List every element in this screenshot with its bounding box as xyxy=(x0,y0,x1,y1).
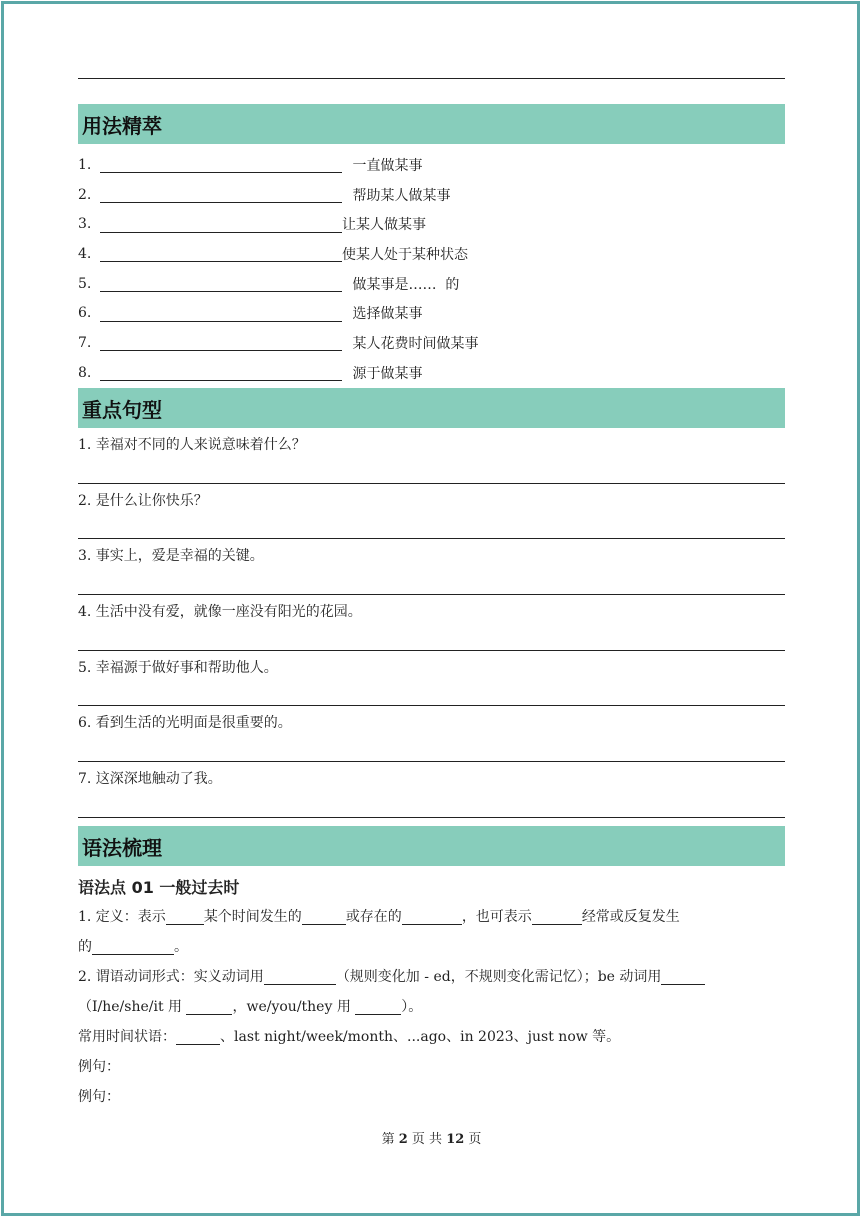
usage-meaning: 一直做某事 xyxy=(348,157,423,174)
grammar-point-title: 语法点 01 一般过去时 xyxy=(78,878,240,897)
usage-number: 2. xyxy=(78,186,92,203)
usage-meaning: 源于做某事 xyxy=(348,365,423,382)
definition-text: 或存在的 xyxy=(345,909,402,925)
adverbial-text: 、last night/week/month、...ago、in 2023、just now 等。 xyxy=(220,1029,621,1045)
sentence-item xyxy=(78,762,785,818)
form-text: ，we/you/they 用 xyxy=(232,999,351,1015)
sentence-list xyxy=(78,428,785,818)
footer-text: 页 共 xyxy=(411,1132,443,1147)
usage-meaning: 使某人处于某种状态 xyxy=(342,246,468,263)
definition-text: 某个时间发生的 xyxy=(203,909,302,925)
grammar-content xyxy=(78,874,785,1112)
form-text: 2. 谓语动词形式：实义动词用 xyxy=(78,969,264,985)
usage-item xyxy=(78,150,785,180)
usage-number: 7. xyxy=(78,334,92,351)
form-text: （规则变化加 - ed，不规则变化需记忆）；be 动词用 xyxy=(335,969,662,985)
answer-blank[interactable] xyxy=(100,245,342,262)
usage-number: 3. xyxy=(78,216,92,233)
answer-blank[interactable] xyxy=(100,334,342,351)
sentence-item xyxy=(78,539,785,595)
usage-number: 1. xyxy=(78,156,92,173)
answer-blank[interactable] xyxy=(355,996,401,1015)
sentence-prompt: 4. 生活中没有爱，就像一座没有阳光的花园。 xyxy=(78,604,362,621)
verb-form-line xyxy=(78,962,785,992)
answer-blank[interactable] xyxy=(264,966,336,985)
current-page-number: 2 xyxy=(398,1132,408,1147)
answer-blank[interactable] xyxy=(661,966,705,985)
usage-item xyxy=(78,239,785,269)
sentence-item xyxy=(78,595,785,651)
section-sentences-title: 重点句型 xyxy=(82,397,162,422)
footer-text: 第 xyxy=(381,1132,395,1147)
sentence-prompt: 3. 事实上，爱是幸福的关键。 xyxy=(78,548,264,565)
answer-blank[interactable] xyxy=(166,906,204,925)
sentence-item xyxy=(78,428,785,484)
usage-number: 5. xyxy=(78,275,92,292)
usage-meaning: 选择做某事 xyxy=(348,306,423,323)
definition-line xyxy=(78,902,785,932)
sentence-prompt: 1. 幸福对不同的人来说意味着什么？ xyxy=(78,437,306,453)
usage-number: 8. xyxy=(78,364,92,381)
definition-text: 的 xyxy=(78,939,92,955)
section-usage-header xyxy=(78,104,785,144)
definition-text: 经常或反复发生 xyxy=(581,909,680,925)
sentence-item xyxy=(78,651,785,707)
section-usage-title: 用法精萃 xyxy=(82,113,162,138)
form-text: （I/he/she/it 用 xyxy=(78,999,183,1015)
usage-item xyxy=(78,328,785,358)
usage-list xyxy=(78,150,785,388)
usage-meaning: 做某事是…… 的 xyxy=(348,276,460,293)
answer-blank[interactable] xyxy=(532,906,582,925)
time-adverbial-line xyxy=(78,1022,785,1052)
definition-text: 。 xyxy=(174,939,188,955)
definition-text: ，也可表示 xyxy=(461,909,532,925)
section-grammar-header xyxy=(78,826,785,866)
section-grammar-title: 语法梳理 xyxy=(82,835,162,860)
usage-item xyxy=(78,298,785,328)
sentence-prompt: 6. 看到生活的光明面是很重要的。 xyxy=(78,715,292,732)
example-line: 例句： xyxy=(78,1089,120,1105)
usage-item xyxy=(78,180,785,210)
answer-blank[interactable] xyxy=(92,936,174,955)
answer-blank[interactable] xyxy=(100,275,342,292)
worksheet-page xyxy=(78,0,785,1217)
answer-blank[interactable] xyxy=(100,364,342,381)
section-sentences-header xyxy=(78,388,785,428)
usage-meaning: 让某人做某事 xyxy=(342,217,426,234)
answer-blank[interactable] xyxy=(100,216,342,233)
usage-item xyxy=(78,269,785,299)
answer-blank[interactable] xyxy=(100,156,342,173)
answer-blank[interactable] xyxy=(186,996,232,1015)
usage-meaning: 某人花费时间做某事 xyxy=(348,335,479,352)
definition-text: 1. 定义：表示 xyxy=(78,909,166,925)
answer-line[interactable] xyxy=(78,817,785,818)
sentence-item xyxy=(78,484,785,540)
header-rule xyxy=(78,78,785,79)
answer-blank[interactable] xyxy=(100,305,342,322)
usage-meaning: 帮助某人做某事 xyxy=(348,187,451,204)
usage-item xyxy=(78,358,785,388)
footer-text: 页 xyxy=(468,1132,482,1147)
sentence-prompt: 7. 这深深地触动了我。 xyxy=(78,771,222,788)
answer-blank[interactable] xyxy=(176,1026,220,1045)
answer-blank[interactable] xyxy=(402,906,462,925)
usage-number: 6. xyxy=(78,305,92,322)
adverbial-text: 常用时间状语： xyxy=(78,1029,176,1045)
sentence-prompt: 5. 幸福源于做好事和帮助他人。 xyxy=(78,659,278,676)
usage-number: 4. xyxy=(78,245,92,262)
verb-form-line-cont xyxy=(78,992,785,1022)
form-text: ）。 xyxy=(401,999,423,1015)
sentence-prompt: 2. 是什么让你快乐？ xyxy=(78,492,208,509)
example-line: 例句： xyxy=(78,1059,120,1075)
sentence-item xyxy=(78,706,785,762)
answer-blank[interactable] xyxy=(302,906,346,925)
definition-line-cont xyxy=(78,932,785,962)
answer-blank[interactable] xyxy=(100,186,342,203)
total-page-number: 12 xyxy=(446,1132,465,1147)
page-footer xyxy=(78,1128,785,1147)
usage-item xyxy=(78,209,785,239)
